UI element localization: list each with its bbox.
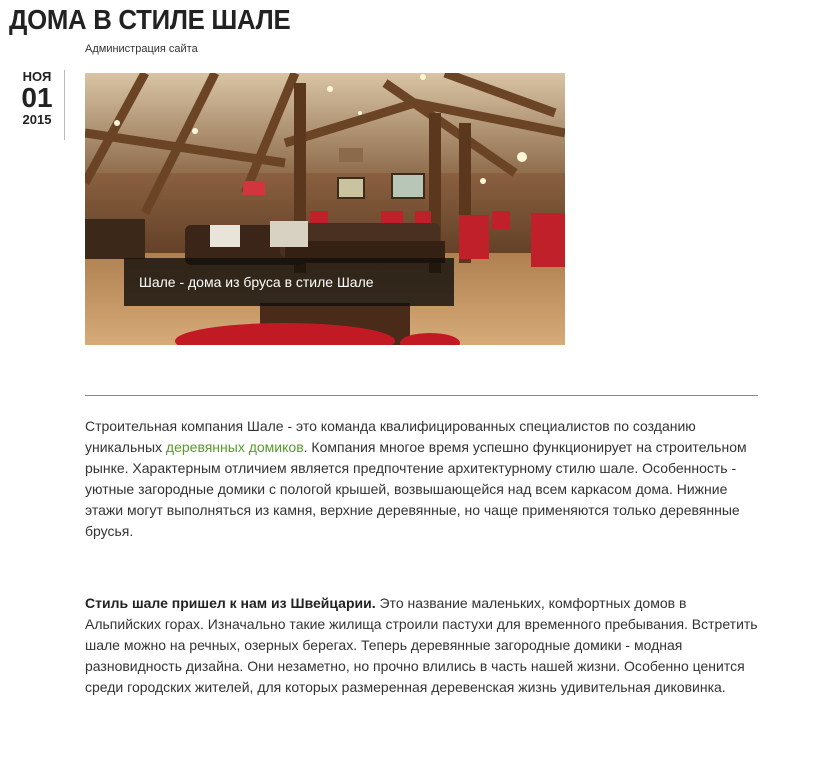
paragraph-intro-text-end: . Компания многое время успешно функционирует на строительном рынке. Характерным отличием является предпочтение архитектурному стилю шале. Особенность - уютные загородные домики с пологой крышей, возвышающейся над всем каркасом дома. Нижние этажи могут выполняться из камня, верхние деревянные, но чаще применяются только деревянные брусья. (85, 439, 747, 539)
divider (85, 395, 758, 396)
author-name[interactable]: Администрация сайта (85, 43, 198, 55)
chalet-interior-photo[interactable] (85, 73, 565, 345)
wooden-houses-link[interactable]: деревянных домиков (165, 439, 304, 455)
paragraph-style-origin (85, 593, 758, 698)
paragraph-intro (85, 416, 758, 542)
date-year: 2015 (22, 112, 52, 127)
date-month: НОЯ (22, 69, 52, 84)
image-caption[interactable]: Шале - дома из бруса в стиле Шале (124, 258, 454, 306)
paragraph-intro-text-start: Строительная компания Шале - это команда квалифицированных специалистов по созданию уникальных (85, 418, 696, 455)
paragraph-style-origin-text: Это название маленьких, комфортных домов в Альпийских горах. Изначально такие жилища строили пастухи для временного пребывания. Встретить шале можно на речных, озерных берегах. Теперь деревянные загородные домики - модная разновидность дизайна. Они незаметно, но прочно влились в часть нашей жизни. Особенно ценится среди городских жителей, для которых размеренная деревенская жизнь удивительная диковинка. (85, 595, 758, 695)
paragraph-lead-bold: Стиль шале пришел к нам из Швейцарии. (85, 595, 376, 611)
post-date (10, 70, 65, 140)
date-day: 01 (21, 82, 53, 113)
page-title: ДОМА В СТИЛЕ ШАЛЕ (9, 4, 291, 35)
